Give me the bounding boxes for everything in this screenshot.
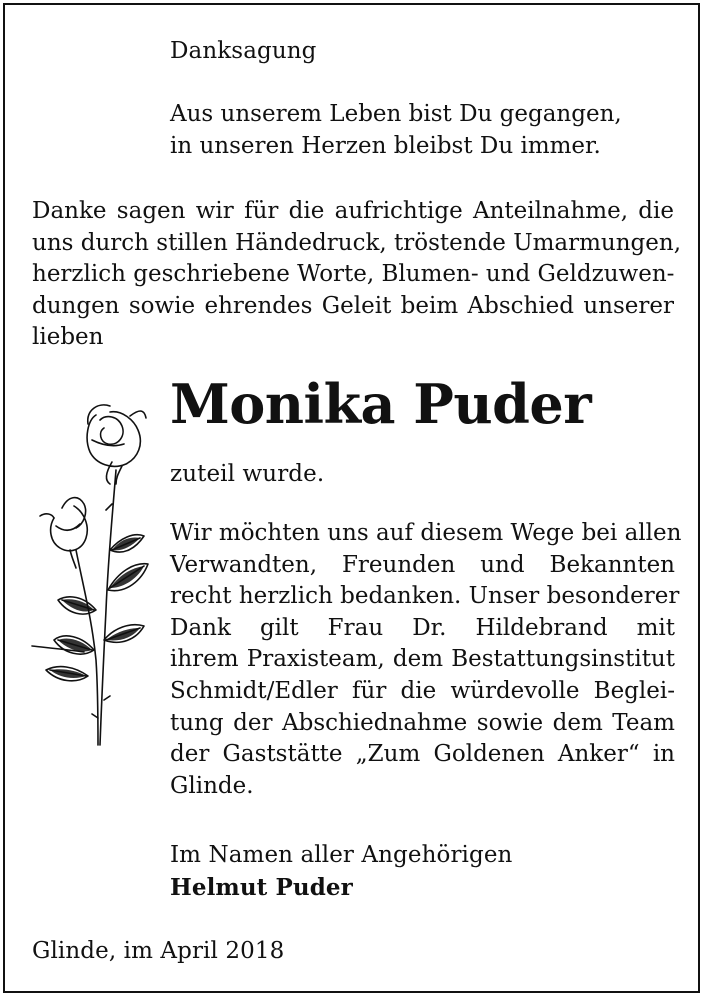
- thanks-line: lieben: [32, 324, 104, 351]
- verse: [170, 99, 622, 162]
- message-line: Schmidt/Edler für die würdevolle Beglei-: [170, 677, 675, 704]
- thanks-paragraph: [32, 196, 682, 354]
- thanks-line: Danke sagen wir für die aufrichtige Anteilnahme, die: [32, 198, 674, 224]
- after-name-text: zuteil wurde.: [170, 461, 325, 487]
- message-line: der Gaststätte „Zum Goldenen Anker“ in: [170, 741, 675, 768]
- message-paragraph: [170, 518, 682, 802]
- thanks-line: herzlich geschriebene Worte, Blumen- und Geldzuwen-: [32, 261, 675, 288]
- thanks-line: uns durch stillen Händedruck, tröstende Umarmungen,: [32, 229, 682, 256]
- place-date: Glinde, im April 2018: [32, 938, 285, 964]
- message-line: Dank gilt Frau Dr. Hildebrand mit: [170, 614, 675, 641]
- deceased-name: Monika Puder: [170, 372, 592, 436]
- message-line: Glinde.: [170, 772, 254, 799]
- message-line: tung der Abschiednahme sowie dem Team: [170, 709, 675, 736]
- verse-line: Aus unserem Leben bist Du gegangen,: [170, 101, 622, 127]
- heading: Danksagung: [170, 38, 317, 64]
- rose-icon: [26, 400, 156, 755]
- message-line: ihrem Praxisteam, dem Bestattungsinstitut: [170, 646, 675, 673]
- message-line: Verwandten, Freunden und Bekannten: [170, 551, 675, 578]
- message-line: Wir möchten uns auf diesem Wege bei allen: [170, 520, 682, 546]
- closing-text: Im Namen aller Angehörigen: [170, 842, 513, 868]
- verse-line: in unseren Herzen bleibst Du immer.: [170, 132, 601, 159]
- thanks-line: dungen sowie ehrendes Geleit beim Abschied unserer: [32, 292, 674, 319]
- message-line: recht herzlich bedanken. Unser besonderer: [170, 583, 680, 610]
- signer-name: Helmut Puder: [170, 874, 353, 901]
